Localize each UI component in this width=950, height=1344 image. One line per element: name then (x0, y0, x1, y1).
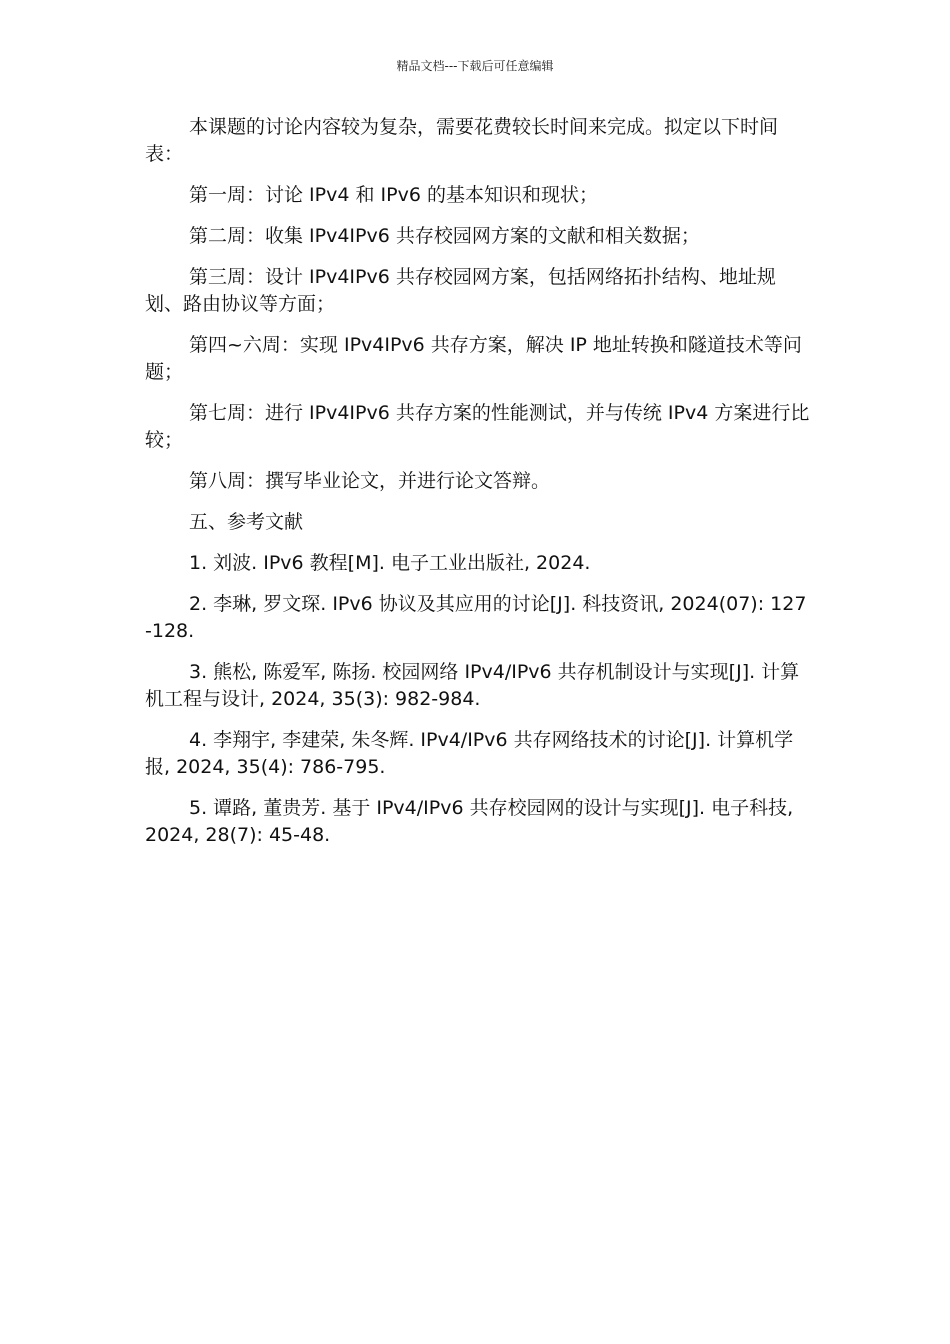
reference-1: 1. 刘波. IPv6 教程[M]. 电子工业出版社, 2024. (189, 552, 591, 574)
document-body (145, 114, 810, 863)
reference-2: 2. 李琳, 罗文琛. IPv6 协议及其应用的讨论[J]. 科技资讯, 2024(07): 127-128. (145, 593, 807, 642)
schedule-week-4-6: 第四~六周：实现 IPv4IPv6 共存方案，解决 IP 地址转换和隧道技术等问题； (145, 334, 802, 383)
references-heading: 五、参考文献 (189, 511, 304, 533)
schedule-week-3: 第三周：设计 IPv4IPv6 共存校园网方案，包括网络拓扑结构、地址规划、路由协议等方面； (145, 266, 776, 315)
reference-4: 4. 李翔宇, 李建荣, 朱冬辉. IPv4/IPv6 共存网络技术的讨论[J]. 计算机学报, 2024, 35(4): 786-795. (145, 729, 794, 778)
reference-5: 5. 谭路, 董贵芳. 基于 IPv4/IPv6 共存校园网的设计与实现[J]. 电子科技, 2024, 28(7): 45-48. (145, 797, 794, 846)
page-header: 精品文档---下载后可任意编辑 (396, 59, 554, 73)
reference-3: 3. 熊松, 陈爱军, 陈扬. 校园网络 IPv4/IPv6 共存机制设计与实现[J]. 计算机工程与设计, 2024, 35(3): 982-984. (145, 661, 800, 710)
schedule-intro: 本课题的讨论内容较为复杂，需要花费较长时间来完成。拟定以下时间表： (145, 116, 779, 165)
schedule-week-1: 第一周：讨论 IPv4 和 IPv6 的基本知识和现状； (189, 184, 598, 206)
schedule-week-2: 第二周：收集 IPv4IPv6 共存校园网方案的文献和相关数据； (189, 225, 700, 247)
schedule-week-7: 第七周：进行 IPv4IPv6 共存方案的性能测试，并与传统 IPv4 方案进行比较； (145, 402, 810, 451)
schedule-week-8: 第八周：撰写毕业论文，并进行论文答辩。 (189, 470, 551, 492)
